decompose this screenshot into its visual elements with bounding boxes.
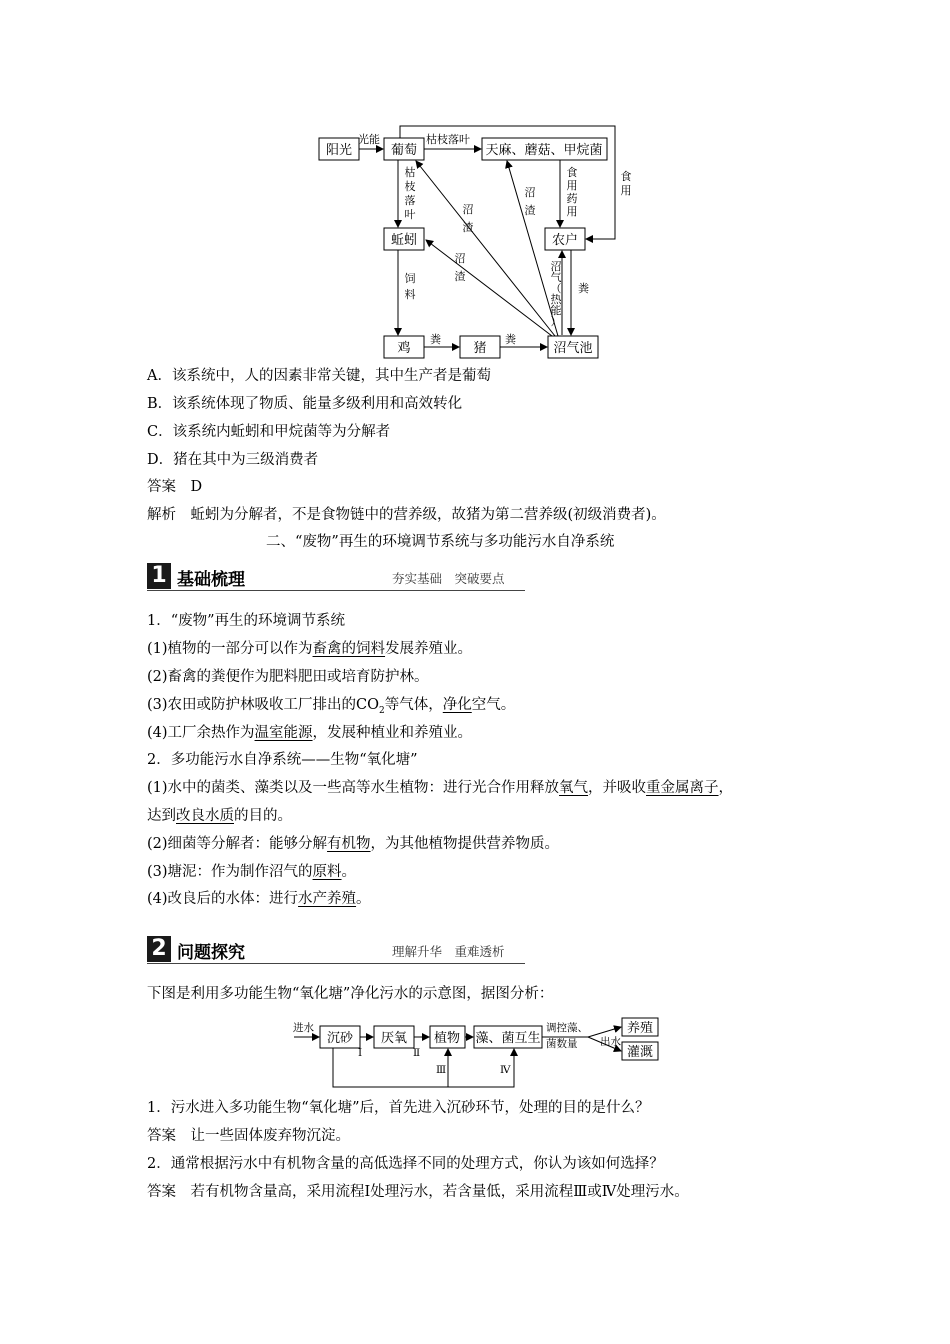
node-biogas: 沼气池 <box>553 341 593 356</box>
basics-item-5b: 达到改良水质的目的。 <box>147 808 292 824</box>
label-inflow: 进水 <box>293 1022 314 1034</box>
label-outflow: 出水 <box>600 1036 621 1048</box>
banner-title: 基础梳理 <box>177 570 245 590</box>
label-residue-6: 沼渣 <box>454 252 466 283</box>
ecosystem-diagram <box>0 0 950 365</box>
answer-q1: 答案 让一些固体废弃物沉淀。 <box>147 1128 350 1144</box>
label-dung-3: 粪 <box>578 282 589 295</box>
node-sun: 阳光 <box>325 143 353 158</box>
banner-number: 2 <box>147 936 171 962</box>
node-algae-bacteria: 藻、菌互生 <box>475 1031 541 1046</box>
node-chicken: 鸡 <box>397 341 411 356</box>
question-2: 2．通常根据污水中有机物含量的高低选择不同的处理方式，你认为该如何选择？ <box>147 1156 664 1172</box>
label-food-medicine-2: 食用药用 <box>566 166 578 218</box>
label-branches-side-0: 枯枝落叶 <box>404 166 416 221</box>
node-anaerobic: 厌氧 <box>380 1031 408 1046</box>
basics-item-2: (2)畜禽的粪便作为肥料肥田或培育防护林。 <box>147 669 429 685</box>
route-3: Ⅲ <box>436 1064 447 1076</box>
basics-item-5: (1)水中的菌类、藻类以及一些高等水生植物：进行光合作用释放氧气，并吸收重金属离子， <box>147 780 734 796</box>
banner-explore <box>147 936 525 966</box>
analysis-1: 解析 蚯蚓为分解者，不是食物链中的营养级，故猪为第二营养级(初级消费者)。 <box>147 507 666 523</box>
basics-item-3: (3)农田或防护林吸收工厂排出的$CO_2$等气体，净化空气。 <box>147 697 516 716</box>
oxidation-pond-diagram <box>0 1010 950 1095</box>
label-branches-top: 枯枝落叶 <box>426 133 470 146</box>
answer-1: 答案 D <box>147 479 203 495</box>
node-grape: 葡萄 <box>390 143 418 158</box>
banner-title: 问题探究 <box>177 943 245 963</box>
option-c: C．该系统内蚯蚓和甲烷菌等为分解者 <box>147 424 391 440</box>
option-d: D．猪在其中为三级消费者 <box>147 452 319 468</box>
banner-subtitle: 理解升华 重难透析 <box>392 944 505 959</box>
route-2: Ⅱ <box>413 1047 421 1059</box>
label-residue-5: 沼渣 <box>462 203 474 234</box>
basics-item-4: (4)工厂余热作为温室能源，发展种植业和养殖业。 <box>147 725 473 741</box>
label-feed-1: 饲料 <box>404 272 416 301</box>
basics-item-6: (2)细菌等分解者：能够分解有机物，为其他植物提供营养物质。 <box>147 836 560 852</box>
option-a: A．该系统中，人的因素非常关键，其中生产者是葡萄 <box>147 368 491 384</box>
node-pig: 猪 <box>473 341 487 356</box>
question-1: 1．污水进入多功能生物“氧化塘”后，首先进入沉砂环节，处理的目的是什么？ <box>147 1100 650 1116</box>
label-control-2: 菌数量 <box>546 1038 578 1050</box>
node-farmer: 农户 <box>551 233 579 248</box>
basics-item-8: (4)改良后的水体：进行水产养殖。 <box>147 891 371 907</box>
node-fungi: 天麻、蘑菇、甲烷菌 <box>485 143 603 158</box>
basics-heading-2: 2．多功能污水自净系统——生物“氧化塘” <box>147 752 418 768</box>
intro-text: 下图是利用多功能生物“氧化塘”净化污水的示意图，据图分析： <box>147 986 554 1002</box>
basics-item-7: (3)塘泥：作为制作沼气的原料。 <box>147 864 357 880</box>
route-1: Ⅰ <box>358 1047 363 1059</box>
section-heading: 二、“废物”再生的环境调节系统与多功能污水自净系统 <box>266 534 615 550</box>
basics-item-1: (1)植物的一部分可以作为畜禽的饲料发展养殖业。 <box>147 641 473 657</box>
answer-q2: 答案 若有机物含量高，采用流程Ⅰ处理污水，若含量低，采用流程Ⅲ或Ⅳ处理污水。 <box>147 1184 689 1200</box>
label-dung-2: 粪 <box>505 333 516 346</box>
node-sedimentation: 沉砂 <box>326 1031 354 1046</box>
route-4: Ⅳ <box>500 1064 511 1076</box>
output-aquaculture: 养殖 <box>626 1021 654 1036</box>
node-plants: 植物 <box>433 1031 461 1046</box>
label-edible-3: 食用 <box>620 170 632 197</box>
option-b: B．该系统体现了物质、能量多级利用和高效转化 <box>147 396 463 412</box>
label-light: 光能 <box>358 133 380 146</box>
banner-basics <box>147 563 525 593</box>
label-dung-1: 粪 <box>430 333 441 346</box>
label-residue-7: 沼渣 <box>524 186 536 217</box>
label-biogas-heat-4: 沼气（热能） <box>550 260 562 328</box>
label-control-1: 调控藻、 <box>546 1022 588 1034</box>
banner-number: 1 <box>147 563 171 589</box>
banner-subtitle: 夯实基础 突破要点 <box>392 571 505 586</box>
output-irrigation: 灌溉 <box>626 1045 654 1060</box>
basics-heading-1: 1．“废物”再生的环境调节系统 <box>147 613 346 629</box>
node-earthworm: 蚯蚓 <box>390 233 418 248</box>
